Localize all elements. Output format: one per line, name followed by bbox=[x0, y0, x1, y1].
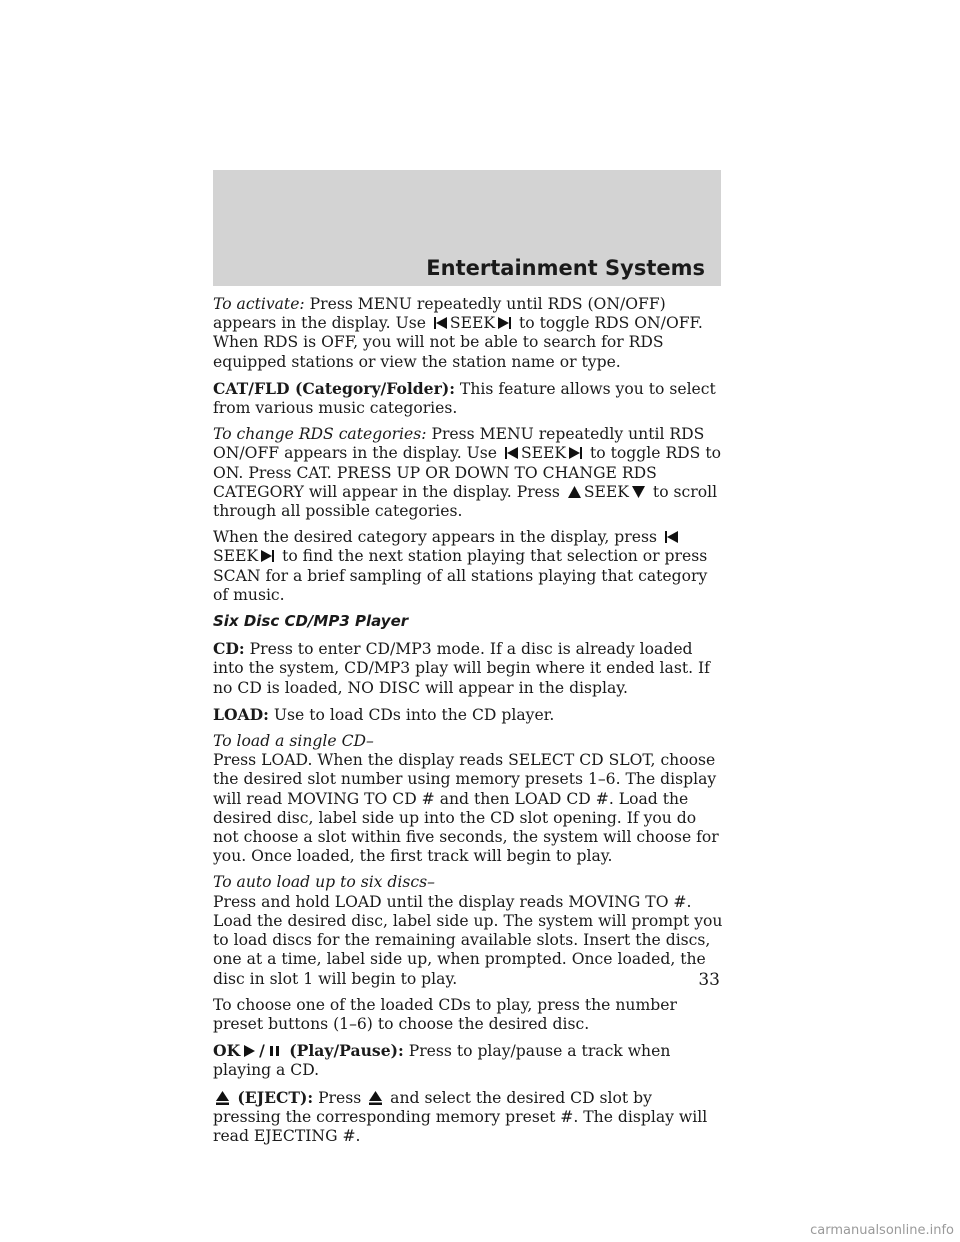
body-text: Use to load CDs into the CD player. bbox=[268, 705, 555, 724]
lead-label: To change RDS categories: bbox=[213, 425, 427, 444]
seek-back-icon bbox=[664, 529, 679, 545]
seek-back-icon bbox=[504, 445, 519, 461]
cd-paragraph bbox=[213, 639, 723, 698]
slash-label: / bbox=[259, 1041, 265, 1061]
lead-label: LOAD: bbox=[213, 704, 269, 724]
down-arrow-icon bbox=[631, 484, 646, 500]
body-text: This feature allows you to select from various music categories. bbox=[213, 379, 716, 418]
cat-fld-paragraph bbox=[213, 379, 723, 418]
body-text: Press LOAD. When the display reads SELECT CD SLOT, choose the desired slot number using memory presets 1–6. The display will read MOVING TO CD # and then LOAD CD #. Load the desired disc, label side up into the CD slot opening. If you do not choose a slot within five seconds, the system will choose for you. Once loaded, the first track will begin to play. bbox=[213, 751, 719, 866]
lead-label: To auto load up to six discs– bbox=[213, 873, 435, 892]
lead-label: To activate: bbox=[213, 295, 305, 313]
ok-label: OK bbox=[213, 1041, 241, 1061]
load-paragraph bbox=[213, 705, 723, 725]
body-text: Press and hold LOAD until the display reads MOVING TO #. Load the desired disc, label side up. The system will prompt you to load discs for the remaining available slots. Insert the discs, one at a time, label side up, when prompted. Once loaded, the disc in slot 1 will begin to play. bbox=[213, 892, 723, 988]
seek-forward-icon bbox=[497, 315, 512, 331]
play-icon bbox=[242, 1043, 257, 1059]
lead-label: CAT/FLD (Category/Folder): bbox=[213, 378, 455, 398]
section-title: Entertainment Systems bbox=[426, 256, 705, 280]
eject-icon bbox=[368, 1090, 383, 1106]
body-text: to toggle RDS ON/OFF. When RDS is OFF, you will not be able to search for RDS equipped stations or view the station name or type. bbox=[213, 314, 703, 371]
body-text: and select the desired CD slot by pressing the corresponding memory preset #. The display will read EJECTING #. bbox=[213, 1088, 708, 1145]
body-text: Press to enter CD/MP3 mode. If a disc is already loaded into the system, CD/MP3 play will begin where it ended last. If no CD is loaded, NO DISC will appear in the display. bbox=[213, 640, 710, 697]
body-text: Press bbox=[313, 1088, 367, 1107]
page-number: 33 bbox=[698, 970, 720, 990]
body-text: Press MENU repeatedly until RDS (ON/OFF) appears in the display. Use bbox=[213, 295, 666, 333]
footer-watermark: carmanualsonline.info bbox=[810, 1223, 954, 1238]
eject-paragraph bbox=[213, 1088, 723, 1147]
body-text: When the desired category appears in the display, press bbox=[213, 528, 662, 547]
body-text: to scroll through all possible categories. bbox=[213, 482, 718, 521]
body-text: Press MENU repeatedly until RDS ON/OFF appears in the display. Use bbox=[213, 425, 705, 463]
lead-label: To load a single CD– bbox=[213, 732, 374, 751]
eject-icon bbox=[215, 1090, 230, 1106]
lead-label: CD: bbox=[213, 639, 245, 659]
seek-label: SEEK bbox=[583, 482, 629, 501]
header-bar bbox=[213, 170, 721, 286]
seek-forward-icon bbox=[568, 445, 583, 461]
body-text: to find the next station playing that selection or press SCAN for a brief sampling of all stations playing that category of music. bbox=[213, 547, 708, 604]
choose-cd-paragraph bbox=[213, 996, 723, 1034]
rds-activate-paragraph bbox=[213, 295, 723, 372]
single-cd-paragraph bbox=[213, 732, 723, 866]
body-text: To choose one of the loaded CDs to play, press the number preset buttons (1–6) to choose the desired disc. bbox=[213, 995, 677, 1033]
body-text: Press to play/pause a track when playing a CD. bbox=[213, 1042, 671, 1080]
seek-label: SEEK bbox=[520, 444, 567, 463]
desired-category-paragraph bbox=[213, 528, 723, 605]
lead-label: (EJECT): bbox=[232, 1087, 314, 1107]
up-arrow-icon bbox=[567, 484, 582, 500]
seek-forward-icon bbox=[260, 548, 275, 564]
auto-load-paragraph bbox=[213, 873, 723, 988]
section-heading: Six Disc CD/MP3 Player bbox=[213, 612, 409, 631]
ok-play-paragraph bbox=[213, 1041, 723, 1080]
seek-label: SEEK bbox=[449, 314, 496, 333]
body-text: to toggle RDS to ON. Press CAT. PRESS UP OR DOWN TO CHANGE RDS CATEGORY will appear in the display. Press bbox=[213, 444, 721, 501]
page-content bbox=[213, 295, 723, 1153]
lead-label: (Play/Pause): bbox=[283, 1041, 404, 1061]
change-rds-paragraph bbox=[213, 425, 723, 521]
seek-back-icon bbox=[433, 315, 448, 331]
seek-label: SEEK bbox=[213, 547, 259, 566]
pause-icon bbox=[267, 1043, 282, 1059]
